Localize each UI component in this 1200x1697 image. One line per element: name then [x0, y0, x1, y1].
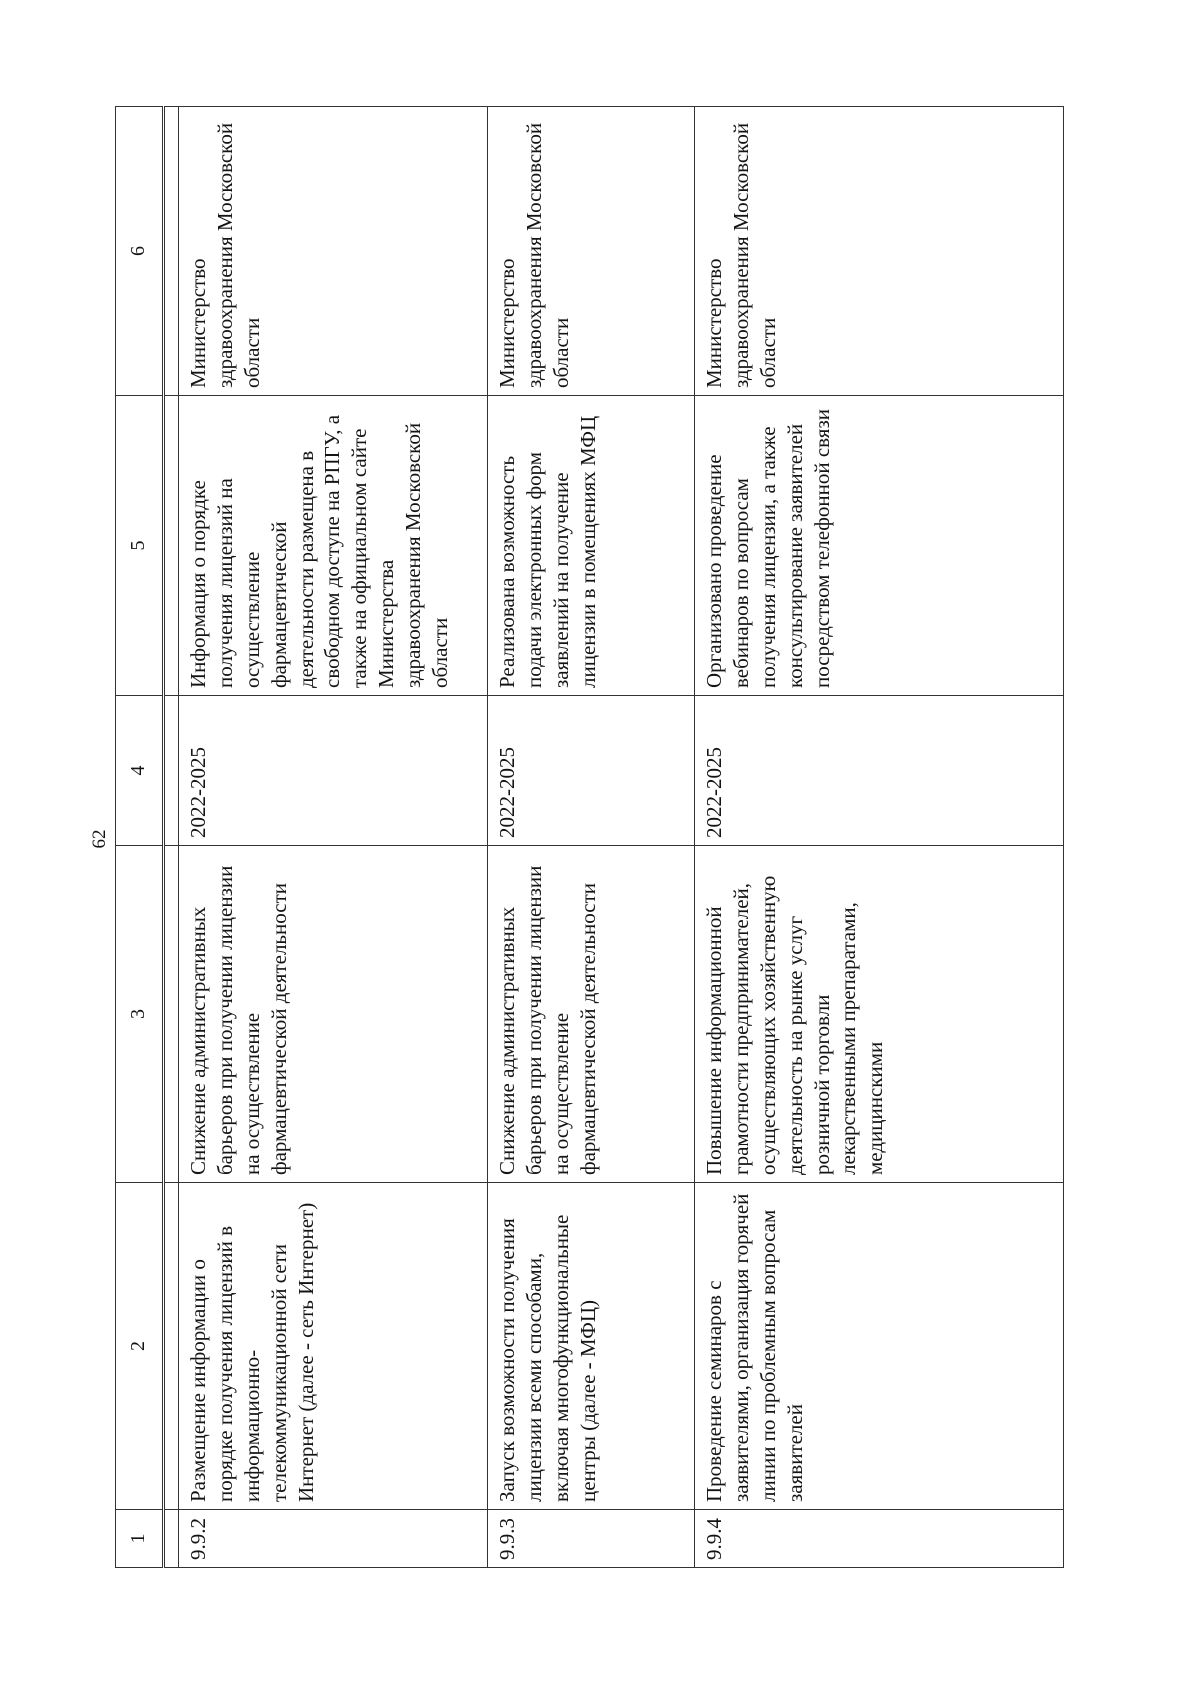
- measure-cell: Размещение информации о порядке получения лицензий в информационно-телекоммуникационной сети Интернет (далее - сеть Интернет): [179, 1183, 488, 1510]
- table-row: [488, 107, 695, 1568]
- column-number: 3: [116, 846, 164, 1183]
- column-number: 1: [116, 1510, 164, 1568]
- row-number: 9.9.3: [488, 1510, 695, 1568]
- column-number-row: [116, 107, 164, 1568]
- measures-table: [115, 106, 1064, 1568]
- column-number: 6: [116, 107, 164, 396]
- page-number: 62: [89, 829, 110, 849]
- table-row: [695, 107, 1064, 1568]
- responsible-cell: Министерство здравоохранения Московской области: [488, 107, 695, 396]
- column-number: 2: [116, 1183, 164, 1510]
- result-cell: Информация о порядке получения лицензий на осуществление фармацевтической деятельности размещена в свободном доступе на РПГУ, а также на официальном сайте Министерства здравоохранения Московской области: [179, 396, 488, 696]
- column-number: 5: [116, 396, 164, 696]
- measure-cell: Запуск возможности получения лицензии всеми способами, включая многофункциональные центры (далее - МФЦ): [488, 1183, 695, 1510]
- period-cell: 2022-2025: [488, 696, 695, 846]
- goal-cell: Снижение административных барьеров при получении лицензии на осуществление фармацевтической деятельности: [179, 846, 488, 1183]
- result-cell: Реализована возможность подачи электронных форм заявлений на получение лицензии в помещениях МФЦ: [488, 396, 695, 696]
- row-number: 9.9.4: [695, 1510, 1064, 1568]
- result-cell: Организовано проведение вебинаров по вопросам получения лицензии, а также консультирование заявителей посредством телефонной связи: [695, 396, 1064, 696]
- column-number: 4: [116, 696, 164, 846]
- period-cell: 2022-2025: [695, 696, 1064, 846]
- goal-cell: Снижение административных барьеров при получении лицензии на осуществление фармацевтической деятельности: [488, 846, 695, 1183]
- responsible-cell: Министерство здравоохранения Московской области: [695, 107, 1064, 396]
- spacer-row: [164, 107, 179, 1568]
- measure-cell: Проведение семинаров с заявителями, организация горячей линии по проблемным вопросам заявителей: [695, 1183, 1064, 1510]
- table-row: [179, 107, 488, 1568]
- responsible-cell: Министерство здравоохранения Московской области: [179, 107, 488, 396]
- rotated-table-wrapper: [115, 107, 1115, 1568]
- goal-cell: Повышение информационной грамотности предпринимателей, осуществляющих хозяйственную деятельность на рынке услуг розничной торговли лекарственными препаратами, медицинскими: [695, 846, 1064, 1183]
- row-number: 9.9.2: [179, 1510, 488, 1568]
- period-cell: 2022-2025: [179, 696, 488, 846]
